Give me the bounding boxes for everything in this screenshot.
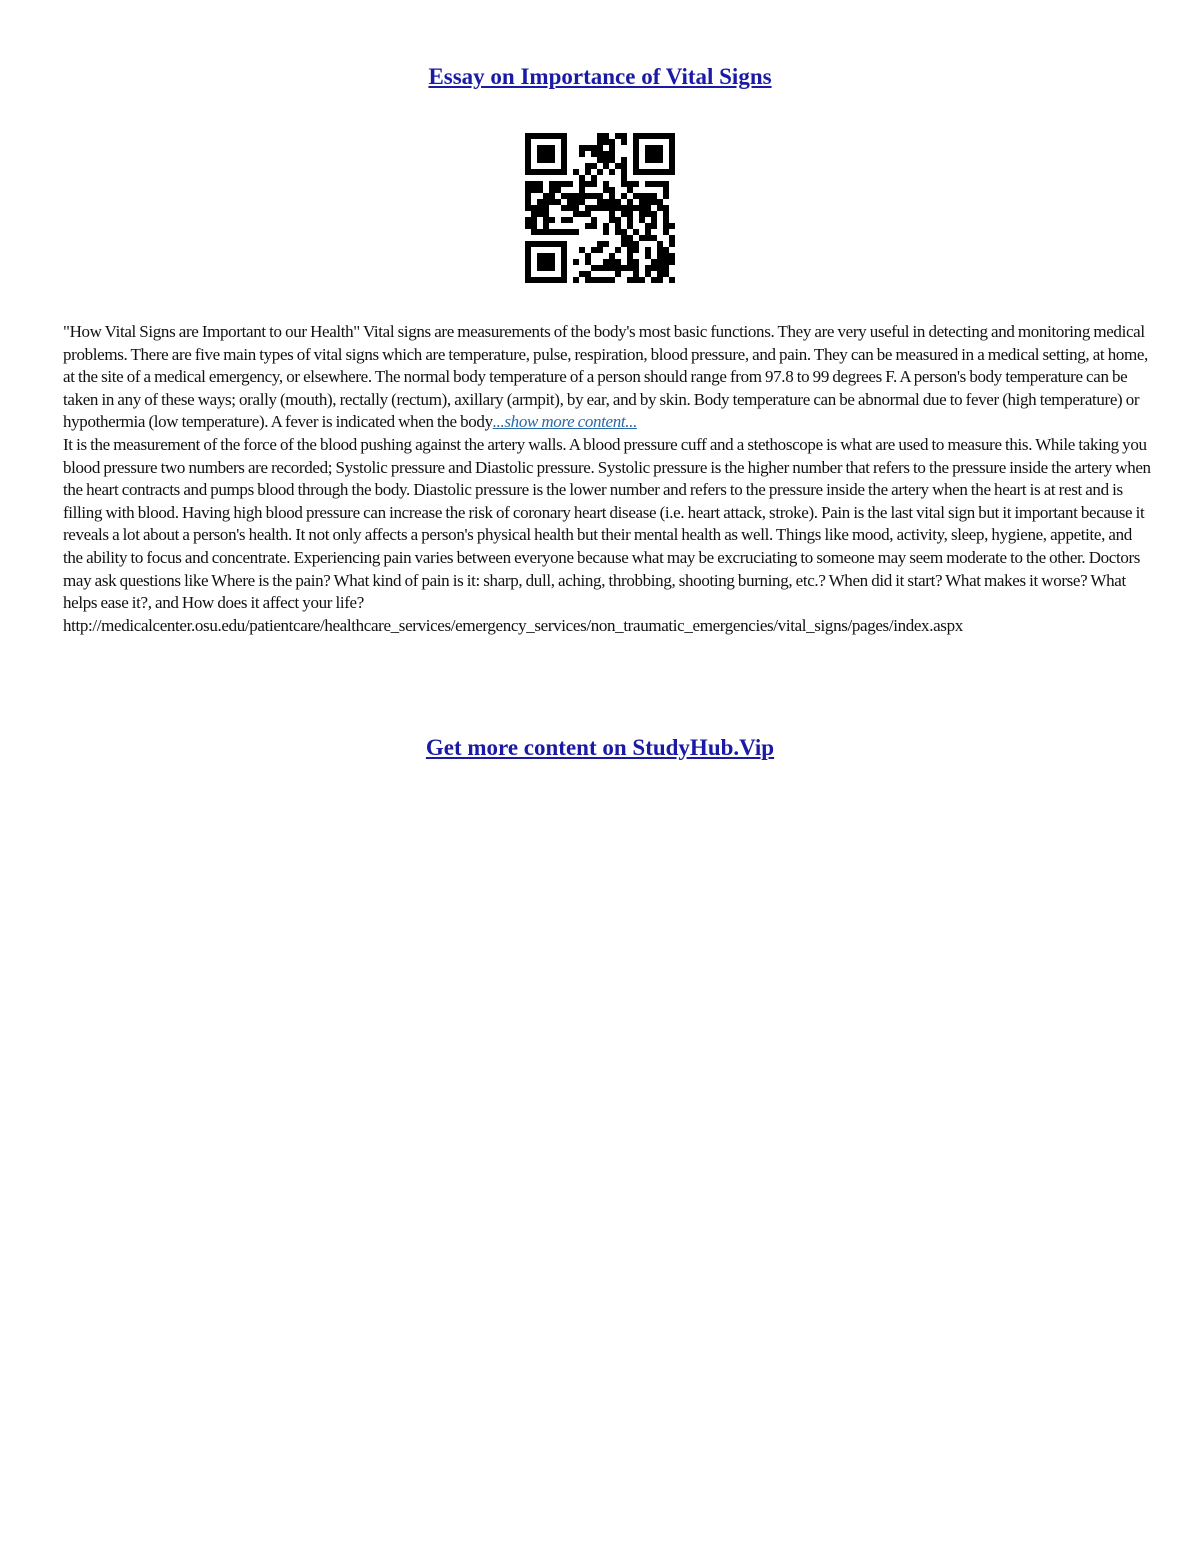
essay-body [63, 321, 1153, 637]
show-more-link[interactable]: ...show more content... [492, 412, 637, 432]
qr-code-graphic [525, 133, 675, 283]
intro-paragraph: "How Vital Signs are Important to our Health" Vital signs are measurements of the body's most basic functions. They are very useful in detecting and monitoring medical problems. There are five main types of vital signs which are temperature, pulse, respiration, blood pressure, and pain. They can be measured in a medical setting, at home, at the site of a medical emergency, or elsewhere. The normal body temperature of a person should range from 97.8 to 99 degrees F. A person's body temperature can be taken in any of these ways; orally (mouth), rectally (rectum), axillary (armpit), by ear, and by skin. Body temperature can be abnormal due to fever (high temperature) or hypothermia (low temperature). A fever is indicated when the body [63, 322, 1148, 432]
continued-paragraph: It is the measurement of the force of the blood pushing against the artery walls. A blood pressure cuff and a stethoscope is what are used to measure this. While taking you blood pressure two numbers are recorded; Systolic pressure and Diastolic pressure. Systolic pressure is the higher number that refers to the pressure inside the artery when the heart contracts and pumps blood through the body. Diastolic pressure is the lower number and refers to the pressure inside the artery when the heart is at rest and is filling with blood. Having high blood pressure can increase the risk of coronary heart disease (i.e. heart attack, stroke). Pain is the last vital sign but it important because it reveals a lot about a person's health. It not only affects a person's physical health but their mental health as well. Things like mood, activity, sleep, hygiene, appetite, and the ability to focus and concentrate. Experiencing pain varies between everyone because what may be excruciating to someone may seem moderate to the other. Doctors may ask questions like Where is the pain? What kind of pain is it: sharp, dull, aching, throbbing, shooting burning, etc.? When did it start? What makes it worse? What helps ease it?, and How does it affect your life? [63, 434, 1151, 613]
document-title[interactable]: Essay on Importance of Vital Signs [428, 64, 772, 89]
get-more-content-link[interactable]: Get more content on StudyHub.Vip [425, 735, 775, 760]
qr-code-icon [525, 133, 675, 283]
source-url: http://medicalcenter.osu.edu/patientcare/healthcare_services/emergency_services/non_traumatic_emergencies/vital_signs/pages/index.aspx [63, 615, 963, 635]
